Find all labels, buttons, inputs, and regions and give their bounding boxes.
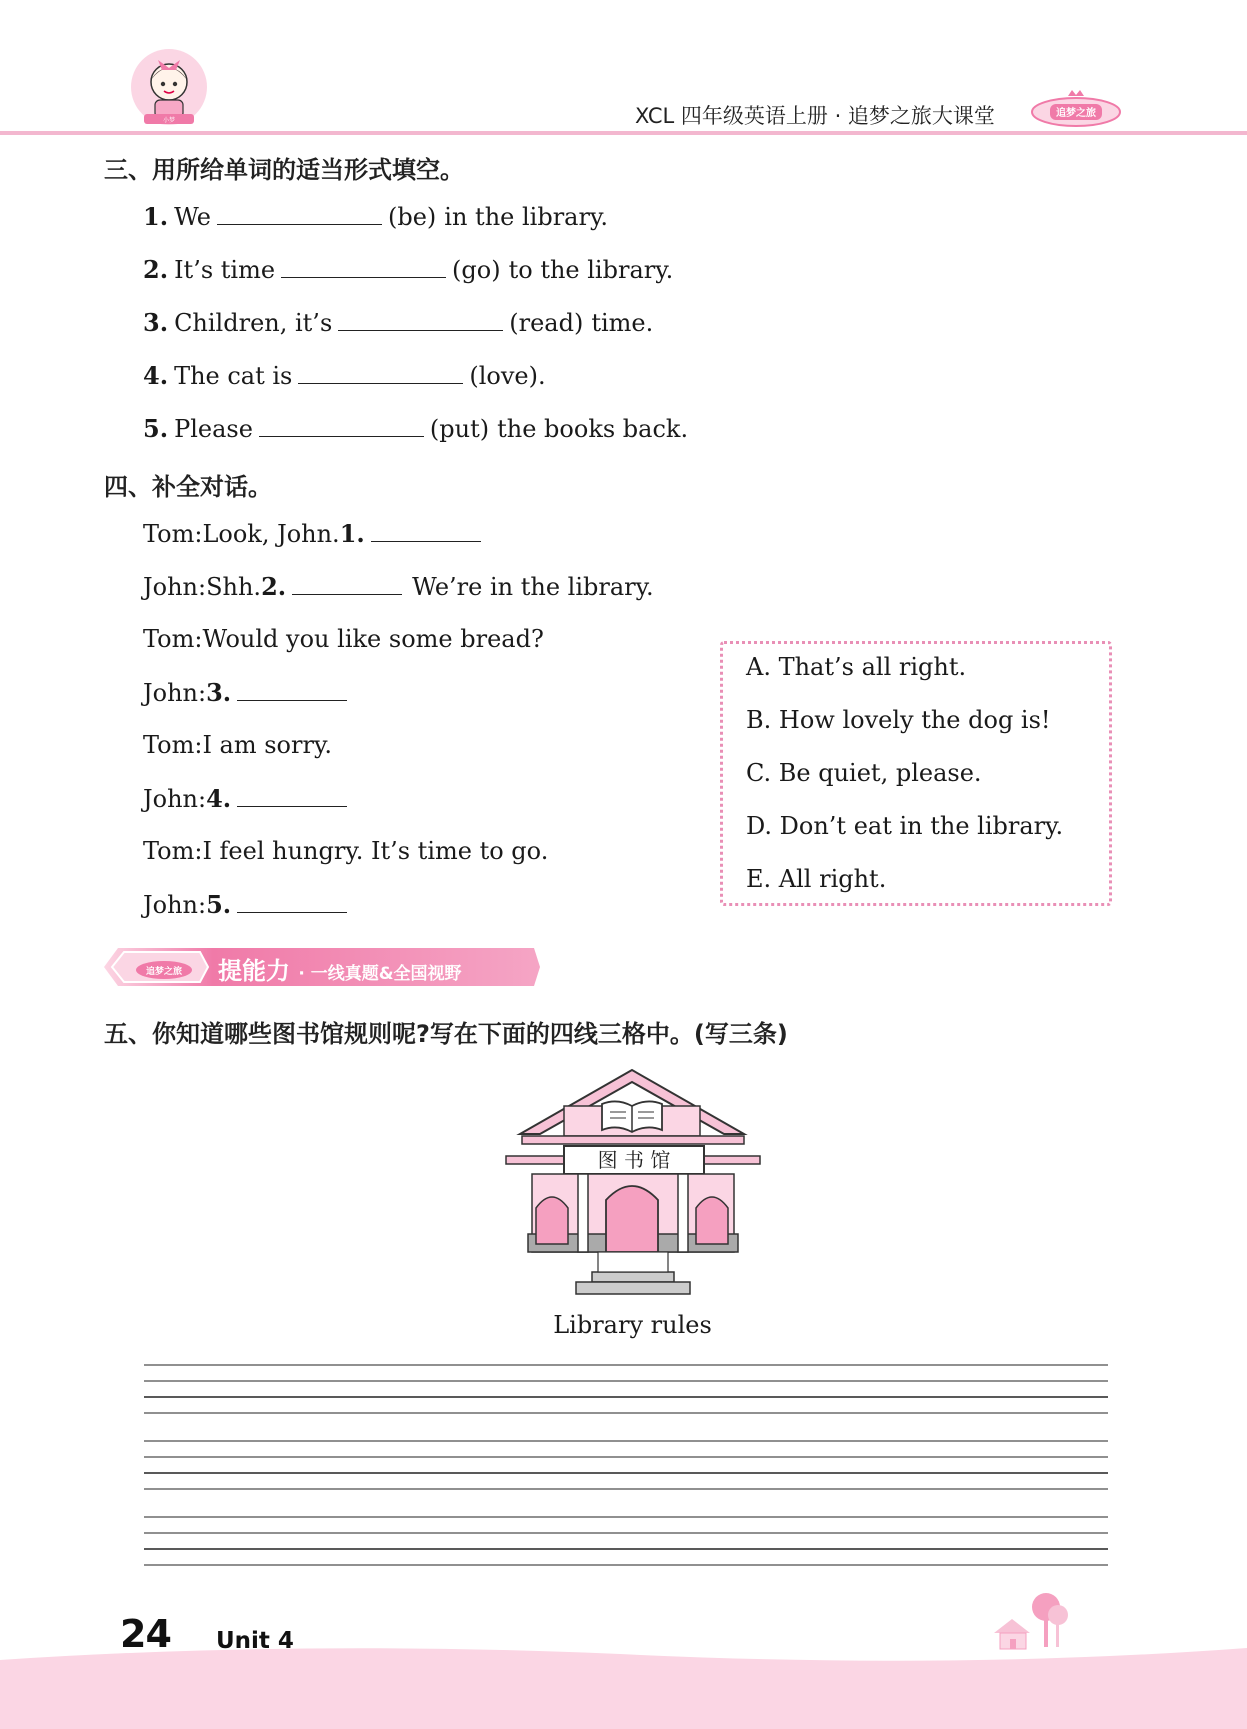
dialog-text-after: We’re in the library. <box>412 573 654 601</box>
svg-text:追梦之旅: 追梦之旅 <box>145 967 183 977</box>
unit-label: Unit 4 <box>216 1628 294 1654</box>
dialog-text: I feel hungry. It’s time to go. <box>202 837 549 865</box>
option-item: C. Be quiet, please. <box>746 759 982 787</box>
header-divider <box>0 131 1247 135</box>
option-item: A. That’s all right. <box>746 653 967 681</box>
speaker: Tom: <box>143 837 203 865</box>
dialog-number: 3. <box>206 678 232 707</box>
page-number: 24 <box>120 1612 171 1656</box>
option-item: E. All right. <box>746 865 887 893</box>
dialog-line <box>143 784 353 813</box>
option-item: B. How lovely the dog is! <box>746 706 1051 734</box>
dialog-number: 1. <box>339 519 365 548</box>
answer-blank[interactable] <box>298 361 463 384</box>
item-number: 3. <box>143 308 169 337</box>
dialog-number: 2. <box>261 572 287 601</box>
svg-text:小梦: 小梦 <box>162 117 176 124</box>
speaker: John: <box>143 785 207 813</box>
item-number: 2. <box>143 255 169 284</box>
section3-title: 三、用所给单词的适当形式填空。 <box>104 156 464 184</box>
dialog-text: Shh. <box>206 573 262 601</box>
item-number: 4. <box>143 361 169 390</box>
option-item: D. Don’t eat in the library. <box>746 812 1064 840</box>
dialog-number: 4. <box>206 784 232 813</box>
section5-title: 五、你知道哪些图书馆规则呢?写在下面的四线三格中。(写三条) <box>104 1020 788 1048</box>
item-before: The cat is <box>174 362 293 390</box>
dialog-text: I am sorry. <box>202 731 332 759</box>
section4-title: 四、补全对话。 <box>104 473 272 501</box>
speaker: Tom: <box>143 520 203 548</box>
header-title: XCL 四年级英语上册 · 追梦之旅大课堂 <box>635 104 995 128</box>
answer-blank[interactable] <box>338 308 503 331</box>
brand-logo-icon <box>1030 86 1122 130</box>
item-after: to the library. <box>508 256 674 284</box>
item-after: time. <box>591 309 654 337</box>
item-after: in the library. <box>444 203 608 231</box>
item-before: It’s time <box>174 256 276 284</box>
speaker: Tom: <box>143 731 203 759</box>
fill-blank-item <box>143 255 673 284</box>
svg-text:追梦之旅: 追梦之旅 <box>1056 108 1096 119</box>
item-after: the books back. <box>497 415 689 443</box>
house-trees-icon <box>990 1585 1070 1655</box>
speaker: John: <box>143 679 207 707</box>
answer-blank[interactable] <box>292 572 402 595</box>
speaker: Tom: <box>143 625 203 653</box>
item-before: Children, it’s <box>174 309 333 337</box>
dialog-line <box>143 625 544 653</box>
item-number: 5. <box>143 414 169 443</box>
item-hint: (be) <box>387 203 437 231</box>
answer-blank[interactable] <box>217 202 382 225</box>
speaker: John: <box>143 891 207 919</box>
item-before: We <box>174 203 211 231</box>
answer-blank[interactable] <box>237 784 347 807</box>
dialog-text: Would you like some bread? <box>202 625 544 653</box>
item-hint: (put) <box>429 415 490 443</box>
library-caption: Library rules <box>553 1311 712 1339</box>
banner-title <box>218 951 462 986</box>
item-hint: (love). <box>469 362 546 390</box>
writing-lines[interactable] <box>144 1363 1108 1568</box>
answer-blank[interactable] <box>371 519 481 542</box>
dialog-line <box>143 572 654 601</box>
dialog-number: 5. <box>206 890 232 919</box>
dialog-line <box>143 890 353 919</box>
banner-main: 提能力 <box>218 957 290 985</box>
dialog-line <box>143 519 487 548</box>
dialog-text: Look, John. <box>202 520 340 548</box>
item-hint: (go) <box>452 256 501 284</box>
banner-sub: · 一线真题&全国视野 <box>298 964 462 984</box>
fill-blank-item <box>143 308 653 337</box>
mascot-girl-icon <box>128 46 210 128</box>
item-before: Please <box>174 415 253 443</box>
fill-blank-item <box>143 414 688 443</box>
item-hint: (read) <box>509 309 584 337</box>
answer-blank[interactable] <box>259 414 424 437</box>
library-building-icon <box>500 1068 765 1300</box>
svg-text:图 书 馆: 图 书 馆 <box>597 1148 671 1172</box>
dialog-line <box>143 731 332 759</box>
dialog-line <box>143 678 353 707</box>
dialog-line <box>143 837 548 865</box>
fill-blank-item <box>143 361 554 390</box>
item-number: 1. <box>143 202 169 231</box>
answer-blank[interactable] <box>237 890 347 913</box>
answer-blank[interactable] <box>237 678 347 701</box>
fill-blank-item <box>143 202 608 231</box>
speaker: John: <box>143 573 207 601</box>
answer-blank[interactable] <box>281 255 446 278</box>
